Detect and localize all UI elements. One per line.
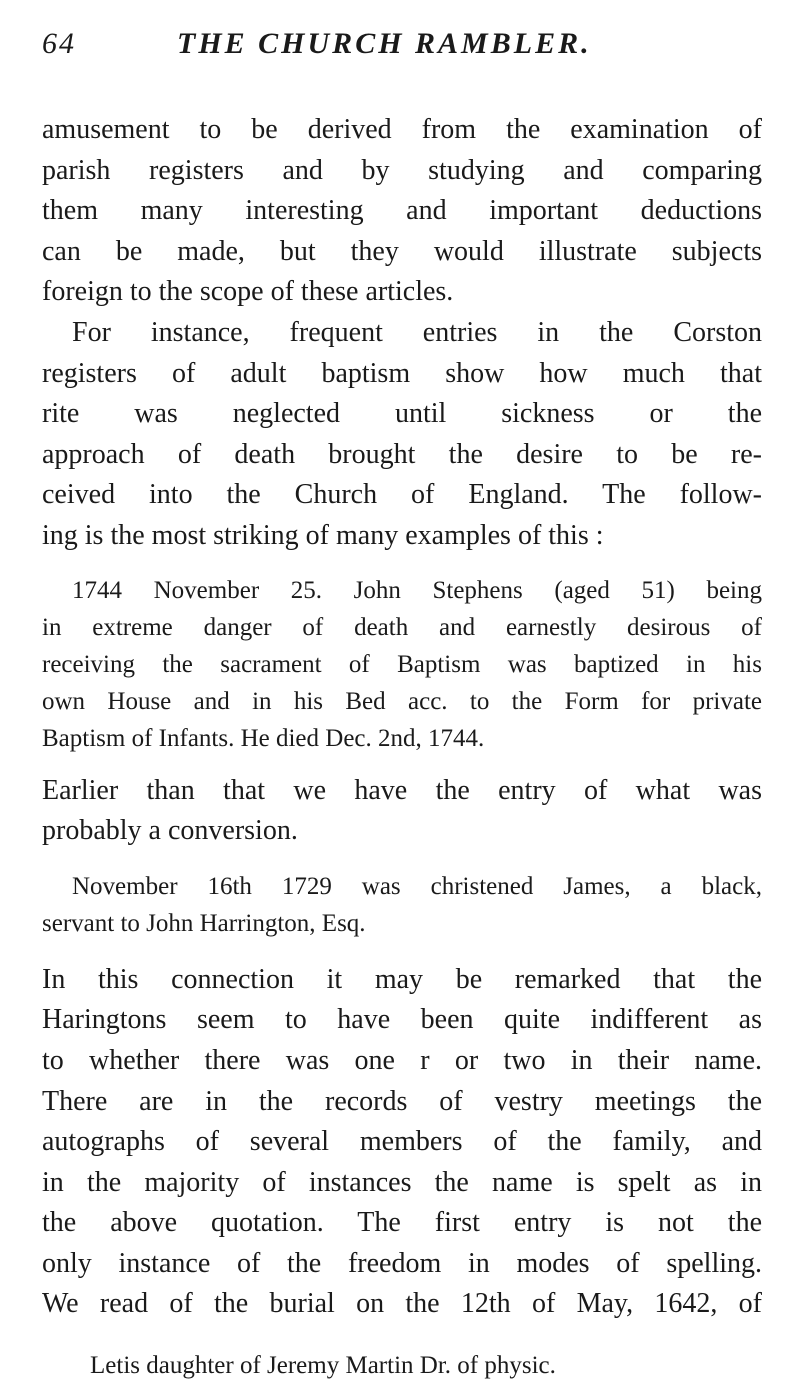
text-line: only instance of the freedom in modes of spelling.	[42, 1247, 762, 1279]
quote-line: servant to John Harrington, Esq.	[42, 909, 366, 937]
text-line: the above quotation. The first entry is not the	[42, 1207, 762, 1239]
book-page	[42, 24, 762, 1384]
quote-line: receiving the sacrament of Baptism was baptized in his	[42, 650, 762, 678]
text-line: to whether there was one r or two in their name.	[42, 1044, 762, 1076]
text-line: in the majority of instances the name is spelt as in	[42, 1166, 762, 1198]
text-line: autographs of several members of the family, and	[42, 1126, 762, 1158]
text-line: rite was neglected until sickness or the	[42, 398, 762, 430]
text-line: Haringtons seem to have been quite indifferent as	[42, 1004, 762, 1036]
paragraph-conversion	[42, 771, 762, 852]
text-line: Earlier than that we have the entry of what was	[42, 774, 762, 806]
quote-line: own House and in his Bed acc. to the Form for private	[42, 687, 762, 715]
text-line: ing is the most striking of many examples of this :	[42, 519, 604, 551]
text-line: approach of death brought the desire to be re-	[42, 438, 762, 470]
text-line: There are in the records of vestry meetings the	[42, 1085, 762, 1117]
running-head	[42, 24, 762, 64]
text-line: In this connection it may be remarked that the	[42, 963, 762, 995]
quotation-letis	[42, 1347, 762, 1384]
text-line: ceived into the Church of England. The follow-	[42, 479, 762, 511]
running-title: THE CHURCH RAMBLER.	[177, 27, 592, 60]
text-line: them many interesting and important deductions	[42, 195, 762, 227]
quote-line: November 16th 1729 was christened James, a black,	[72, 872, 762, 900]
page-number: 64	[42, 27, 76, 60]
quote-line: in extreme danger of death and earnestly desirous of	[42, 613, 762, 641]
paragraph-haringtons	[42, 960, 762, 1325]
text-line: probably a conversion.	[42, 815, 298, 847]
quotation-stephens	[42, 572, 762, 757]
text-line: foreign to the scope of these articles.	[42, 276, 454, 308]
text-line: parish registers and by studying and comparing	[42, 154, 762, 186]
text-line: can be made, but they would illustrate subjects	[42, 235, 762, 267]
text-line: For instance, frequent entries in the Corston	[72, 316, 762, 348]
paragraph-adult-baptism	[42, 313, 762, 557]
quote-line: Baptism of Infants. He died Dec. 2nd, 1744.	[42, 724, 485, 752]
paragraph-continuation	[42, 110, 762, 313]
text-line: We read of the burial on the 12th of May, 1642, of	[42, 1288, 762, 1320]
text-line: amusement to be derived from the examination of	[42, 114, 762, 145]
quotation-james	[42, 868, 762, 942]
quote-line: Letis daughter of Jeremy Martin Dr. of physic.	[90, 1352, 556, 1380]
text-line: registers of adult baptism show how much that	[42, 357, 762, 389]
quote-line: 1744 November 25. John Stephens (aged 51) being	[72, 576, 762, 604]
